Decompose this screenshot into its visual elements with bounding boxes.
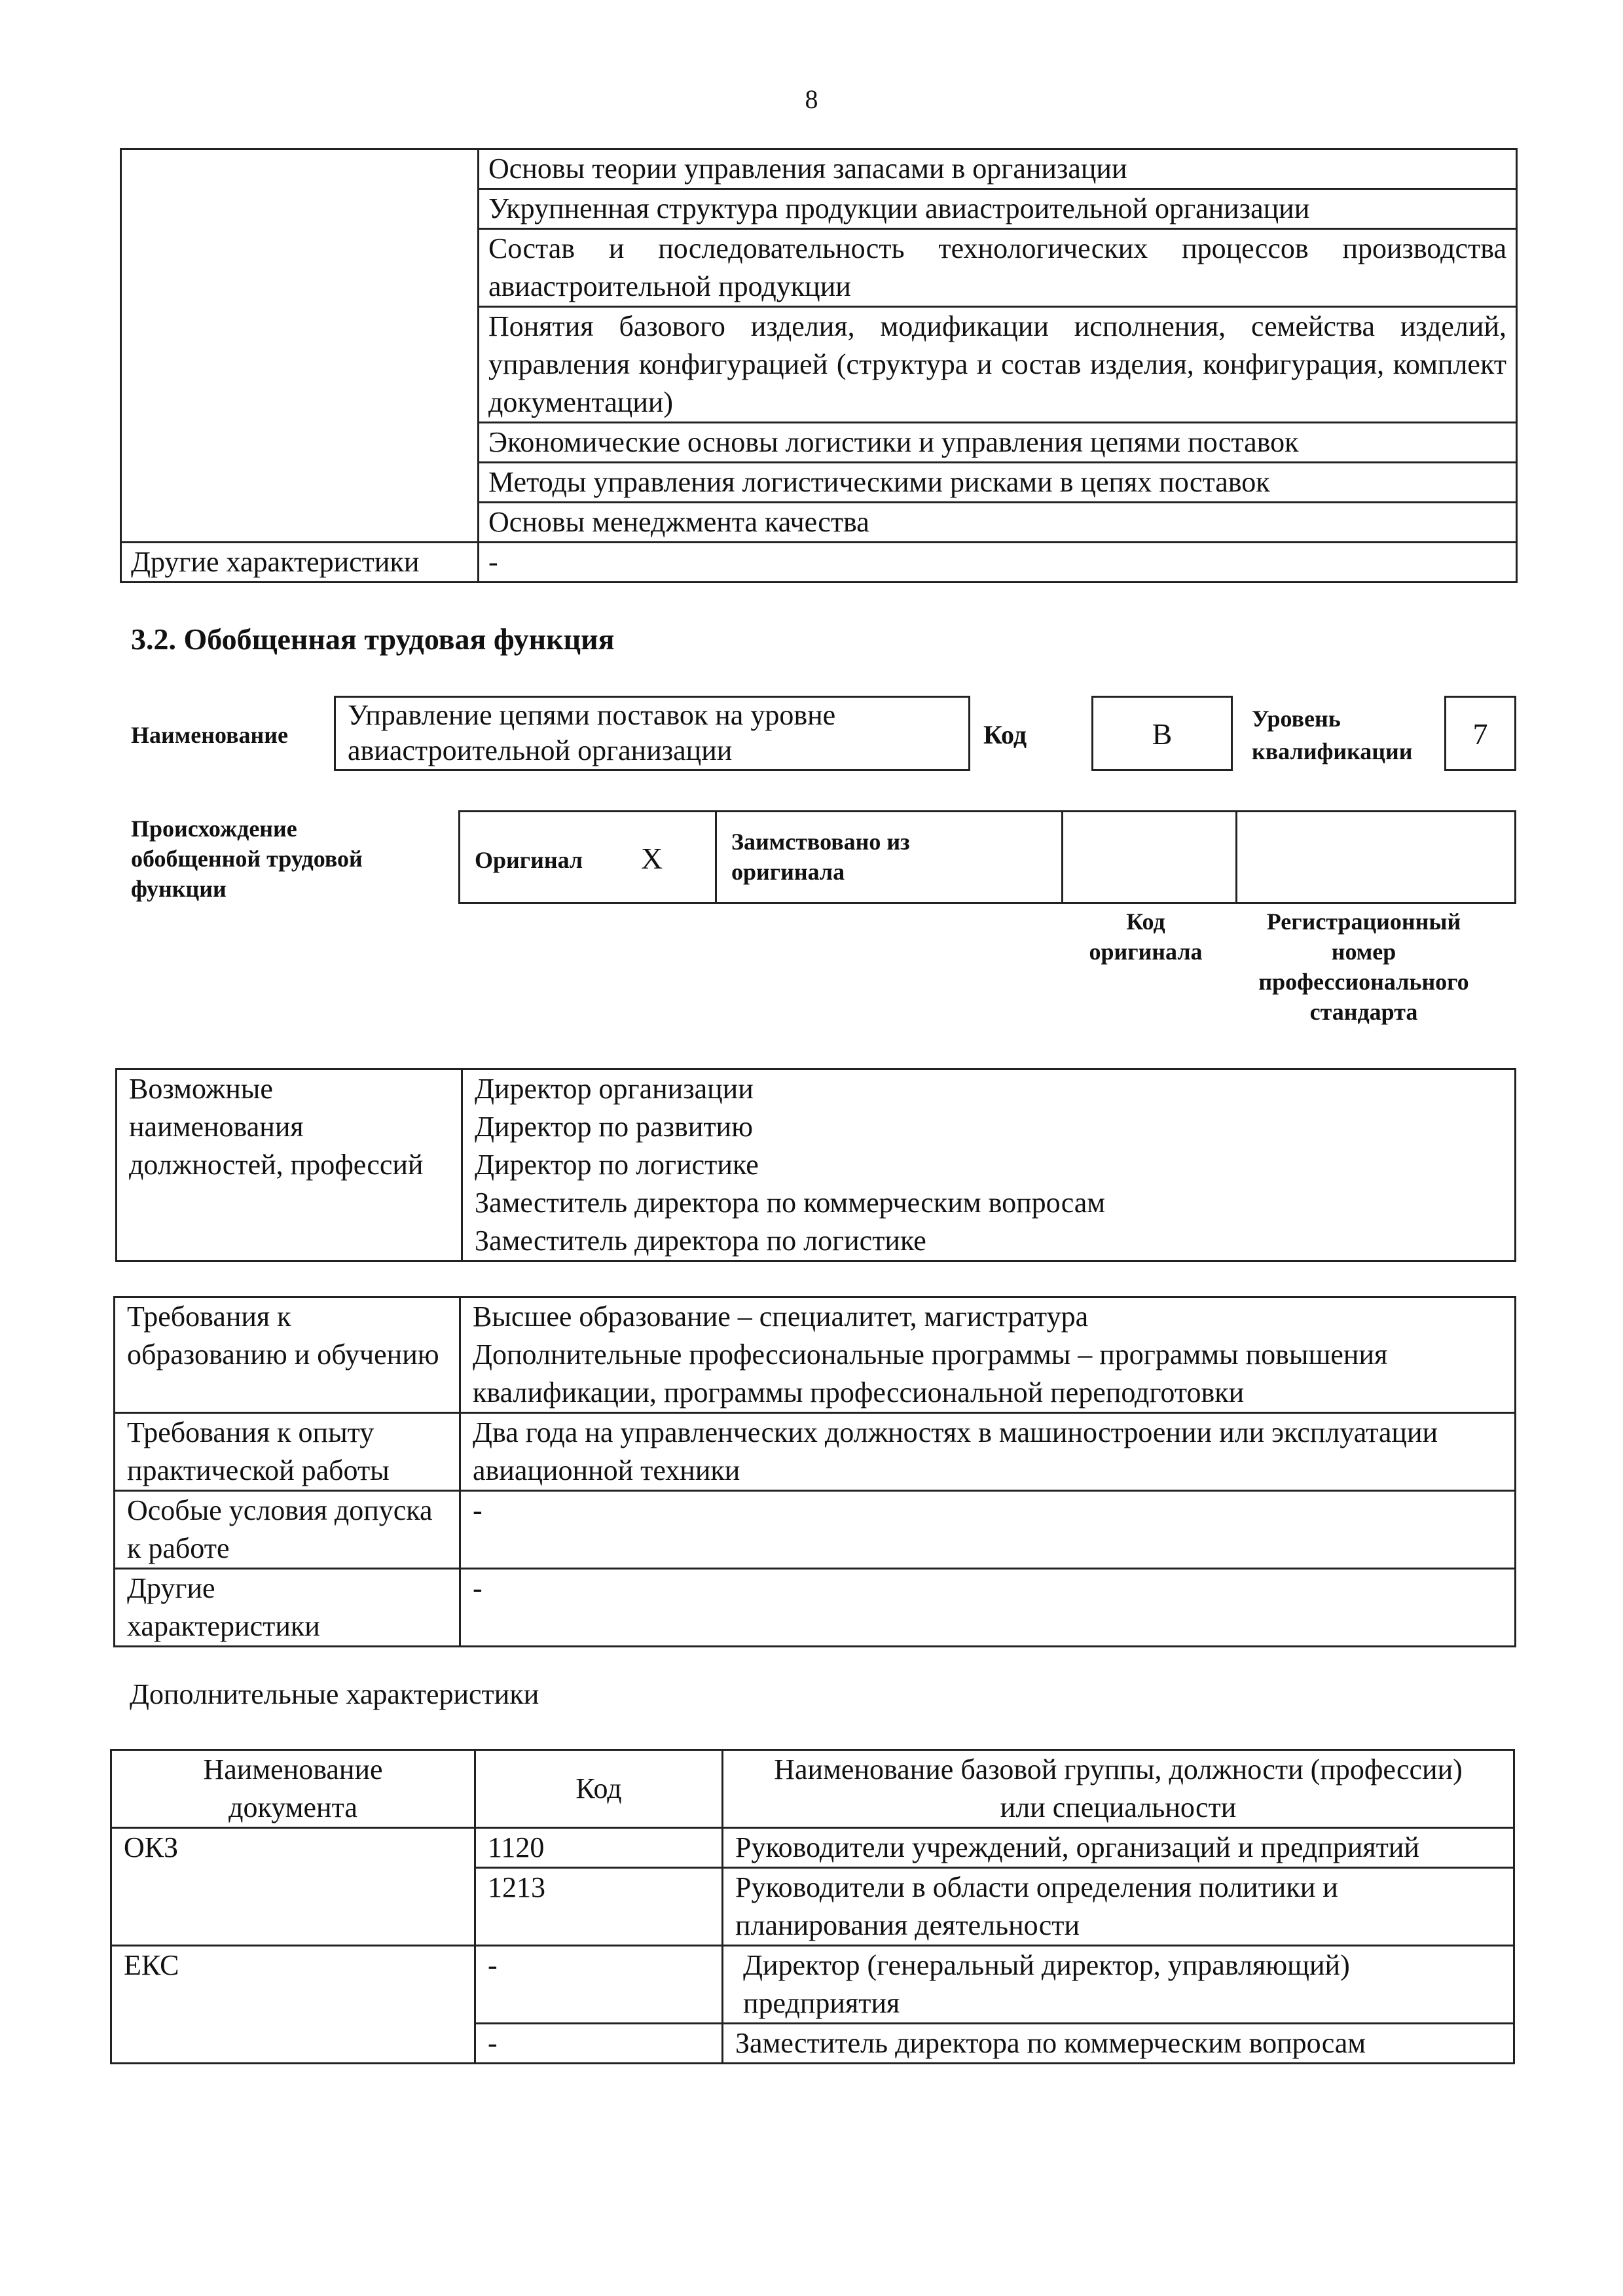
- table-row: [115, 1569, 1516, 1647]
- knowledge-table: [120, 148, 1518, 583]
- empty-label-cell: [121, 149, 479, 543]
- level-value-box: 7: [1444, 696, 1516, 771]
- header-code: Код: [475, 1750, 723, 1828]
- knowledge-item: Экономические основы логистики и управления цепями поставок: [479, 423, 1517, 463]
- requirements-table: [113, 1296, 1516, 1647]
- table-row: [115, 1491, 1516, 1569]
- other-characteristics-value: -: [479, 543, 1517, 583]
- requirement-label: Другие характеристики: [115, 1569, 460, 1647]
- header-name: Наименование базовой группы, должности (профессии) или специальности: [723, 1750, 1514, 1828]
- positions-label: Возможные наименования должностей, профессий: [117, 1069, 462, 1261]
- list-item: Директор организации: [475, 1073, 754, 1105]
- knowledge-item: Основы теории управления запасами в организации: [479, 149, 1517, 189]
- table-row: [111, 1946, 1514, 2024]
- requirement-value: -: [460, 1491, 1516, 1569]
- header-document: Наименование документа: [111, 1750, 475, 1828]
- original-mark: X: [641, 842, 663, 875]
- table-row: [117, 1069, 1516, 1261]
- code-original-cell: [1061, 812, 1235, 902]
- requirement-value: [460, 1297, 1516, 1413]
- origin-label: Происхождение обобщенной трудовой функции: [131, 816, 363, 902]
- knowledge-item: Понятия базового изделия, модификации исполнения, семейства изделий, управления конфигурацией (структура и состав изделия, конфигурация, комплект документации): [479, 307, 1517, 423]
- function-name-box: Управление цепями поставок на уровне авиастроительной организации: [334, 696, 970, 771]
- requirement-label: Требования к образованию и обучению: [115, 1297, 460, 1413]
- name-label: Наименование: [131, 722, 288, 748]
- reg-number-caption: Регистрационный номер профессионального стандарта: [1258, 908, 1469, 1025]
- requirement-value: Два года на управленческих должностях в машиностроении или эксплуатации авиационной техники: [460, 1413, 1516, 1491]
- code-value-box: B: [1091, 696, 1233, 771]
- positions-table: [115, 1068, 1516, 1262]
- list-item: Директор по развитию: [475, 1111, 753, 1143]
- borrowed-label: Заимствовано из оригинала: [731, 829, 910, 885]
- borrowed-cell: [715, 812, 1061, 902]
- code-label: Код: [983, 720, 1027, 749]
- table-row: [115, 1297, 1516, 1413]
- table-row: [121, 543, 1517, 583]
- table-row: [115, 1413, 1516, 1491]
- code-cell: 1120: [475, 1828, 723, 1868]
- name-cell: Руководители учреждений, организаций и предприятий: [723, 1828, 1514, 1868]
- requirement-label: Требования к опыту практической работы: [115, 1413, 460, 1491]
- page-number: 8: [805, 84, 818, 114]
- knowledge-item: Методы управления логистическими рисками в цепях поставок: [479, 463, 1517, 503]
- table-row: [111, 1828, 1514, 1868]
- requirement-label: Особые условия допуска к работе: [115, 1491, 460, 1569]
- knowledge-item: Состав и последовательность технологических процессов производства авиастроительной продукции: [479, 229, 1517, 307]
- table-header-row: [111, 1750, 1514, 1828]
- additional-title: Дополнительные характеристики: [130, 1678, 539, 1710]
- code-cell: -: [475, 1946, 723, 2024]
- original-label: Оригинал: [475, 847, 583, 873]
- level-label: Уровень квалификации: [1252, 706, 1413, 764]
- doc-cell: ОКЗ: [111, 1828, 475, 1946]
- name-cell: Руководители в области определения политики и планирования деятельности: [723, 1868, 1514, 1946]
- positions-list: [462, 1069, 1516, 1261]
- requirement-line: Дополнительные профессиональные программы – программы повышения квалификации, программы профессиональной переподготовки: [473, 1338, 1388, 1408]
- origin-box: [458, 810, 1516, 904]
- additional-table: [110, 1749, 1515, 2064]
- other-characteristics-label: Другие характеристики: [121, 543, 479, 583]
- list-item: Директор по логистике: [475, 1149, 759, 1181]
- code-cell: 1213: [475, 1868, 723, 1946]
- doc-cell: ЕКС: [111, 1946, 475, 2064]
- code-cell: -: [475, 2024, 723, 2064]
- table-row: [121, 149, 1517, 189]
- name-cell: Директор (генеральный директор, управляющий) предприятия: [723, 1946, 1514, 2024]
- knowledge-item: Основы менеджмента качества: [479, 503, 1517, 543]
- knowledge-item: Укрупненная структура продукции авиастроительной организации: [479, 189, 1517, 229]
- reg-number-cell: [1235, 812, 1518, 902]
- section-title: 3.2. Обобщенная трудовая функция: [131, 622, 615, 656]
- requirement-value: -: [460, 1569, 1516, 1647]
- list-item: Заместитель директора по коммерческим вопросам: [475, 1187, 1106, 1219]
- code-original-caption: Код оригинала: [1089, 908, 1203, 965]
- list-item: Заместитель директора по логистике: [475, 1225, 926, 1257]
- name-cell: Заместитель директора по коммерческим вопросам: [723, 2024, 1514, 2064]
- requirement-line: Высшее образование – специалитет, магистратура: [473, 1300, 1089, 1333]
